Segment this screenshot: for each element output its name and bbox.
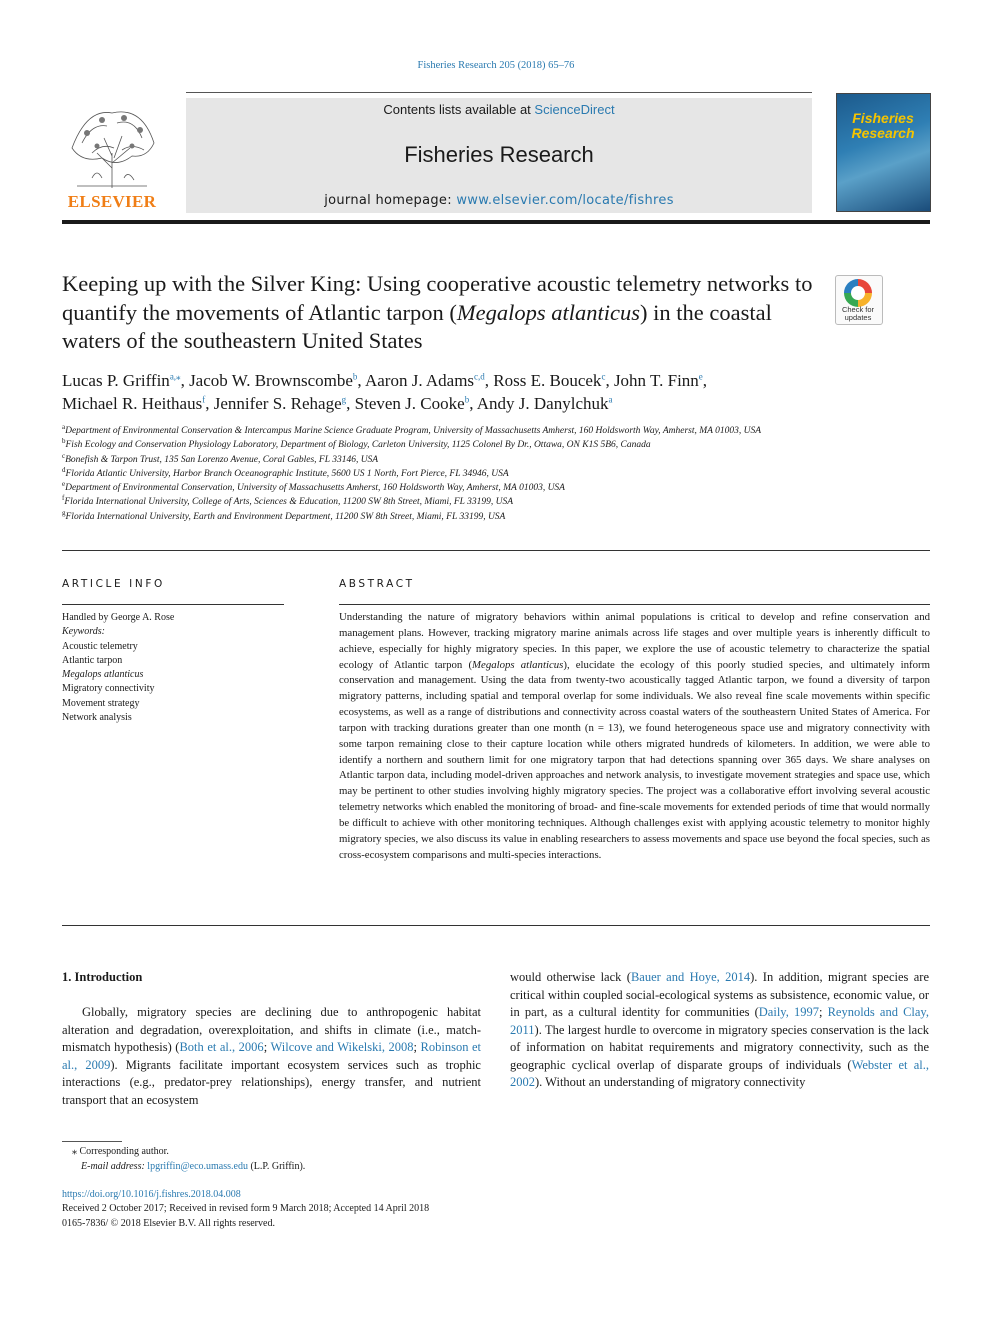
affiliation-marker: f <box>62 494 65 503</box>
text-run: ). Without an understanding of migratory connectivity <box>535 1075 806 1089</box>
handled-by: Handled by George A. Rose <box>62 612 175 623</box>
article-metadata <box>62 1188 662 1231</box>
keywords-label: Keywords: <box>62 626 105 638</box>
corresponding-text: Corresponding author. <box>79 1146 169 1157</box>
affiliation-item <box>62 510 822 524</box>
contents-prefix: Contents lists available at <box>383 102 535 117</box>
affiliation-text: Bonefish & Tarpon Trust, 135 San Lorenzo Avenue, Coral Gables, FL 33146, USA <box>65 454 379 465</box>
keyword-item: Movement strategy <box>62 697 140 709</box>
abstract-heading: ABSTRACT <box>339 578 415 590</box>
homepage-line <box>186 193 812 208</box>
affiliation-item <box>62 438 822 452</box>
affiliation-marker: g <box>62 508 66 517</box>
affiliation-text: Department of Environmental Conservation, University of Massachusetts Amherst, 160 Holdsworth Way, Amherst, MA 01003, USA <box>65 483 565 494</box>
text-run: ; <box>263 1040 271 1054</box>
corresponding-footnote <box>62 1145 562 1160</box>
affiliation-marker: c <box>62 451 66 460</box>
keyword-list <box>62 640 284 726</box>
affiliation-list <box>62 424 822 524</box>
author-name[interactable]: Steven J. Cooke <box>354 394 465 413</box>
affiliation-item <box>62 467 822 481</box>
keyword-item: Migratory connectivity <box>62 683 155 695</box>
contents-line <box>186 102 812 117</box>
affiliation-text: Fish Ecology and Conservation Physiology Laboratory, Department of Biology, Carleton University, 1125 Colonel By Dr., Ottawa, ON K1S 5B6, Canada <box>65 440 651 451</box>
affiliation-text: Florida International University, Earth and Environment Department, 11200 SW 8th Street, Miami, FL 33199, USA <box>65 511 506 522</box>
keyword-item: Atlantic tarpon <box>62 654 123 666</box>
check-updates-icon-center <box>851 286 865 300</box>
section-heading-introduction: 1. Introduction <box>62 970 143 984</box>
affiliation-marker: b <box>62 437 66 446</box>
intro-left-column <box>62 1004 481 1109</box>
header-top-rule <box>186 92 812 93</box>
author-name[interactable]: Jacob W. Brownscombe <box>189 371 353 390</box>
keyword-item: Network analysis <box>62 712 132 724</box>
journal-homepage-link[interactable]: www.elsevier.com/locate/fishres <box>456 193 674 208</box>
author-affiliation-marker[interactable]: b <box>352 371 358 382</box>
article-info-heading: ARTICLE INFO <box>62 578 165 590</box>
author-affiliation-marker[interactable]: c,d <box>474 371 485 382</box>
author-affiliation-marker[interactable]: a <box>608 394 613 405</box>
reference-link[interactable]: Bauer and Hoye, 2014 <box>630 970 751 984</box>
reference-link[interactable]: Wilcove and Wikelski, 2008 <box>270 1040 414 1054</box>
title-part-1: Keeping up with the Silver King: Using cooperative acoustic telemetry networks to quantify the movements of Atlantic tarpon ( <box>62 271 813 325</box>
affiliation-text: Florida Atlantic University, Harbor Branch Oceanographic Institute, 5600 US 1 North, Fort Pierce, FL 34946, USA <box>65 468 509 479</box>
author-affiliation-marker[interactable]: c <box>601 371 606 382</box>
text-run: Globally, migratory species are declining due to anthropogenic habitat alteration and degradation, overexploitation, and shifts in climate (i.e., match-mismatch hypothesis) ( <box>62 1005 481 1054</box>
author-name[interactable]: John T. Finn <box>613 371 699 390</box>
journal-name: Fisheries Research <box>404 142 594 167</box>
journal-citation-link[interactable]: Fisheries Research 205 (2018) 65–76 <box>417 60 575 71</box>
reference-link[interactable]: Daily, 1997 <box>758 1005 819 1019</box>
homepage-prefix: journal homepage: <box>324 193 457 208</box>
header-divider <box>62 220 930 224</box>
author-list: Lucas P. Griffin$^{a,⁎}$, Jacob W. Brownscombe$^b$, Aaron J. Adams$^{c,d}$, Ross E. Boucek$^c$, John T. Finn$^e$, Michael R. Heithaus$^f$, Jennifer S. Rehage$^g$, Steven J. Cooke$^b$, Andy J. Danylchuk$^a$ <box>62 371 708 413</box>
affiliation-item <box>62 495 822 509</box>
email-label: E-mail address: <box>81 1160 145 1172</box>
reference-link[interactable]: Reynolds and Clay, 2011 <box>510 1005 929 1037</box>
article-title <box>62 270 822 356</box>
author-affiliation-marker[interactable]: a,⁎ <box>169 371 181 382</box>
author-name[interactable]: Michael R. Heithaus <box>62 394 203 413</box>
corresponding-mark: ⁎ <box>72 1146 77 1157</box>
author-affiliation-marker[interactable]: g <box>341 394 347 405</box>
elsevier-wordmark: ELSEVIER <box>67 192 157 211</box>
reference-link[interactable]: Both et al., 2006 <box>179 1040 264 1054</box>
author-name[interactable]: Jennifer S. Rehage <box>213 394 342 413</box>
keyword-item: Megalops atlanticus <box>62 669 144 681</box>
article-info-rule <box>62 604 284 605</box>
article-info-list <box>62 611 284 725</box>
text-run: ; <box>818 1005 828 1019</box>
footnotes <box>62 1145 562 1174</box>
author-name[interactable]: Andy J. Danylchuk <box>476 394 609 413</box>
affiliation-marker: a <box>62 422 66 431</box>
sciencedirect-link[interactable]: ScienceDirect <box>534 102 615 117</box>
intro-right-column <box>510 969 929 1092</box>
received-dates: Received 2 October 2017; Received in revised form 9 March 2018; Accepted 14 April 2018 <box>62 1203 430 1215</box>
abstract-text-1: Understanding the nature of migratory behaviors within animal populations is critical to develop and refine conservation and management plans. However, tracking migratory marine animals across life stages and over multiple years is inherently difficult to achieve, especially for highly migratory species. In this paper, we explore the use of acoustic telemetry to characterize the spatial ecology of Atlantic tarpon ( <box>339 611 930 671</box>
author-name[interactable]: Ross E. Boucek <box>493 371 602 390</box>
author-name[interactable]: Aaron J. Adams <box>364 371 475 390</box>
author-name[interactable]: Lucas P. Griffin <box>62 371 170 390</box>
title-part-2: ) in the coastal waters of the southeastern United States <box>62 299 772 353</box>
text-run: ). Migrants facilitate important ecosystem services such as trophic interactions (e.g., predator-prey relationships), energy transfer, and nutrient transport that an ecosystem <box>62 1057 481 1107</box>
affiliation-item <box>62 424 822 438</box>
affiliation-marker: e <box>62 480 66 489</box>
text-run: ). The largest hurdle to overcome in migratory species conservation is the lack of information on habitat requirements and migratory connectivity, such as the geographic cyclical overlap of disparate groups of individuals ( <box>510 1022 929 1072</box>
affiliation-marker: d <box>62 465 66 474</box>
keyword-item: Acoustic telemetry <box>62 640 138 652</box>
affiliation-text: Florida International University, College of Arts, Sciences & Education, 11200 SW 8th Street, Miami, FL 33199, USA <box>64 497 514 508</box>
affiliation-text: Department of Environmental Conservation & Intercampus Marine Science Graduate Program, University of Massachusetts Amherst, 160 Holdsworth Way, Amherst, MA 01003, USA <box>65 426 762 436</box>
text-run: ; <box>413 1040 421 1054</box>
cover-title: Fisheries Research <box>851 110 915 141</box>
title-species: Megalops atlanticus <box>456 299 641 325</box>
text-run: ). In addition, migrant species are critical within coupled social-ecological systems as subsistence, economic value, or in part, as a cultural identity for communities ( <box>510 970 929 1019</box>
author-email-link[interactable]: lpgriffin@eco.umass.edu <box>147 1160 248 1172</box>
affiliations-divider <box>62 550 930 551</box>
reference-link[interactable]: Webster et al., 2002 <box>510 1057 929 1089</box>
email-suffix: (L.P. Griffin). <box>250 1160 306 1172</box>
copyright: 0165-7836/ © 2018 Elsevier B.V. All rights reserved. <box>62 1217 275 1229</box>
author-affiliation-marker[interactable]: e <box>698 371 703 382</box>
doi-link[interactable]: https://doi.org/10.1016/j.fishres.2018.04.008 <box>62 1189 241 1200</box>
abstract-divider <box>62 925 930 926</box>
abstract-rule <box>339 604 930 605</box>
abstract-species: Megalops atlanticus <box>472 658 564 671</box>
abstract-body <box>339 610 930 864</box>
affiliation-item <box>62 453 822 467</box>
author-affiliation-marker[interactable]: f <box>202 394 206 405</box>
check-updates-label: Check for updates <box>841 305 875 322</box>
text-run: would otherwise lack ( <box>510 970 631 984</box>
footnote-rule <box>62 1141 122 1142</box>
author-affiliation-marker[interactable]: b <box>464 394 470 405</box>
affiliation-item <box>62 481 822 495</box>
abstract-text-2: ), elucidate the ecology of this poorly studied species, and ultimately inform conservation and management. Using the data from twenty-two acoustically tagged Atlantic tarpon, we found a diversity of tarpon migratory patterns, including spatial and temporal overlap for some individuals. We also reveal fine scale movements within specific ecosystems, as well as a range of distributions and connectivity across coastal waters of the southeastern United States of America. For tarpon with tracking durations greater than one month (n = 13), we found heterogeneous space use and migratory connectivity with some tarpon remaining close to their capture location while others migrated hundreds of kilometers. In addition, we were able to identify a northern and southern limit for one migratory tarpon that had detections spanning over 365 days. We share analyses on Atlantic tarpon data, including model-driven approaches and network analysis, to investigate movement strategies and space use, which may be pertinent to other studies involving highly migratory species. The project was a collaborative effort involving several acoustic telemetry networks which enabled the monitoring of broad- and fine-scale movements for extended periods of time that would normally be difficult to achieve with other monitoring techniques. Although challenges exist with applying acoustic telemetry to monitor highly migratory species, we also discuss its value in enabling researchers to assess movements and space use beyond the focal species, such as cross-ecosystem comparisons and multi-species interactions. <box>339 658 930 861</box>
email-footnote <box>62 1160 562 1175</box>
reference-link[interactable]: Robinson et al., 2009 <box>62 1040 481 1072</box>
